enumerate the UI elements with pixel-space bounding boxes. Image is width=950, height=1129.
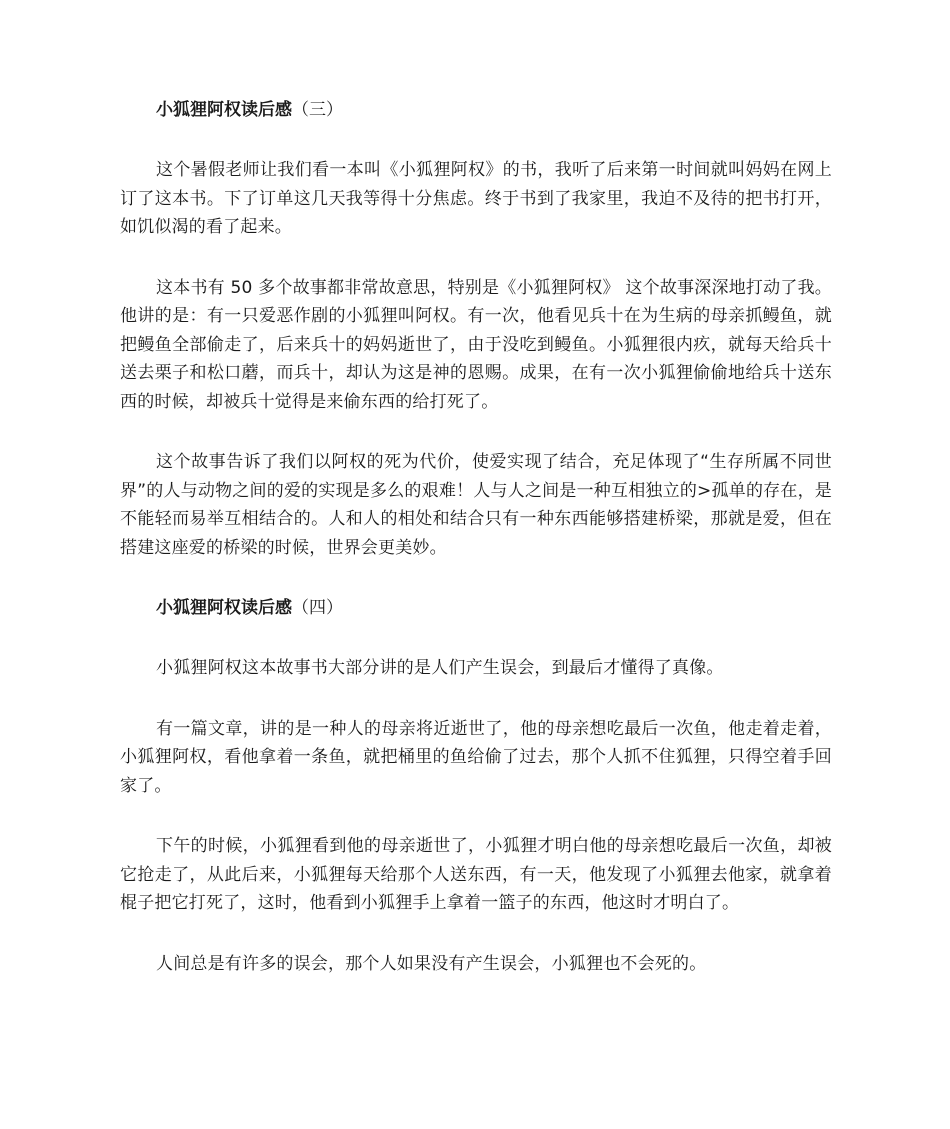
section-4-paragraph-2: 有一篇文章，讲的是一种人的母亲将近逝世了，他的母亲想吃最后一次鱼，他走着走着，小狐狸阿权，看他拿着一条鱼，就把桶里的鱼给偷了过去，那个人抓不住狐狸，只得空着手回家了。 — [120, 718, 832, 796]
section-4-paragraph-1: 小狐狸阿权这本故事书大部分讲的是人们产生误会，到最后才懂得了真像。 — [156, 658, 724, 678]
section-3-title-suffix: （三） — [292, 100, 343, 120]
section-3-paragraph-1: 这个暑假老师让我们看一本叫《小狐狸阿权》的书，我听了后来第一时间就叫妈妈在网上订了这本书。下了订单这几天我等得十分焦虑。终于书到了我家里，我迫不及待的把书打开，如饥似渴的看了起来。 — [120, 160, 832, 237]
section-3-paragraph-3: 这个故事告诉了我们以阿权的死为代价，使爱实现了结合，充足体现了“生存所属不同世界”的人与动物之间的爱的实现是多么的艰难！人与人之间是一种互相独立的>孤单的存在，是不能轻而易举互相结合的。人和人的相处和结合只有一种东西能够搭建桥梁，那就是爱，但在搭建这座爱的桥梁的时候，世界会更美妙。 — [120, 452, 832, 558]
document-page — [120, 96, 832, 1010]
section-3-heading — [120, 96, 832, 124]
section-3-paragraph-2: 这本书有 50 多个故事都非常故意思，特别是《小狐狸阿权》 这个故事深深地打动了我。他讲的是：有一只爱恶作剧的小狐狸叫阿权。有一次，他看见兵十在为生病的母亲抓鳗鱼，就把鳗鱼全部偷走了，后来兵十的妈妈逝世了，由于没吃到鳗鱼。小狐狸很内疚，就每天给兵十送去栗子和松口蘑，而兵十，却认为这是神的恩赐。成果，在有一次小狐狸偷偷地给兵十送东西的时候，却被兵十觉得是来偷东西的给打死了。 — [120, 277, 832, 412]
section-4-title-suffix: （四） — [292, 598, 343, 618]
section-3-title: 小狐狸阿权读后感 — [156, 100, 292, 120]
section-4-paragraph-3: 下午的时候，小狐狸看到他的母亲逝世了，小狐狸才明白他的母亲想吃最后一次鱼，却被它抢走了，从此后来，小狐狸每天给那个人送东西，有一天，他发现了小狐狸去他家，就拿着棍子把它打死了，这时，他看到小狐狸手上拿着一篮子的东西，他这时才明白了。 — [120, 836, 832, 913]
section-4-heading — [120, 594, 832, 622]
section-4-paragraph-4: 人间总是有许多的误会，那个人如果没有产生误会，小狐狸也不会死的。 — [156, 953, 707, 974]
section-4-title: 小狐狸阿权读后感 — [156, 598, 292, 618]
